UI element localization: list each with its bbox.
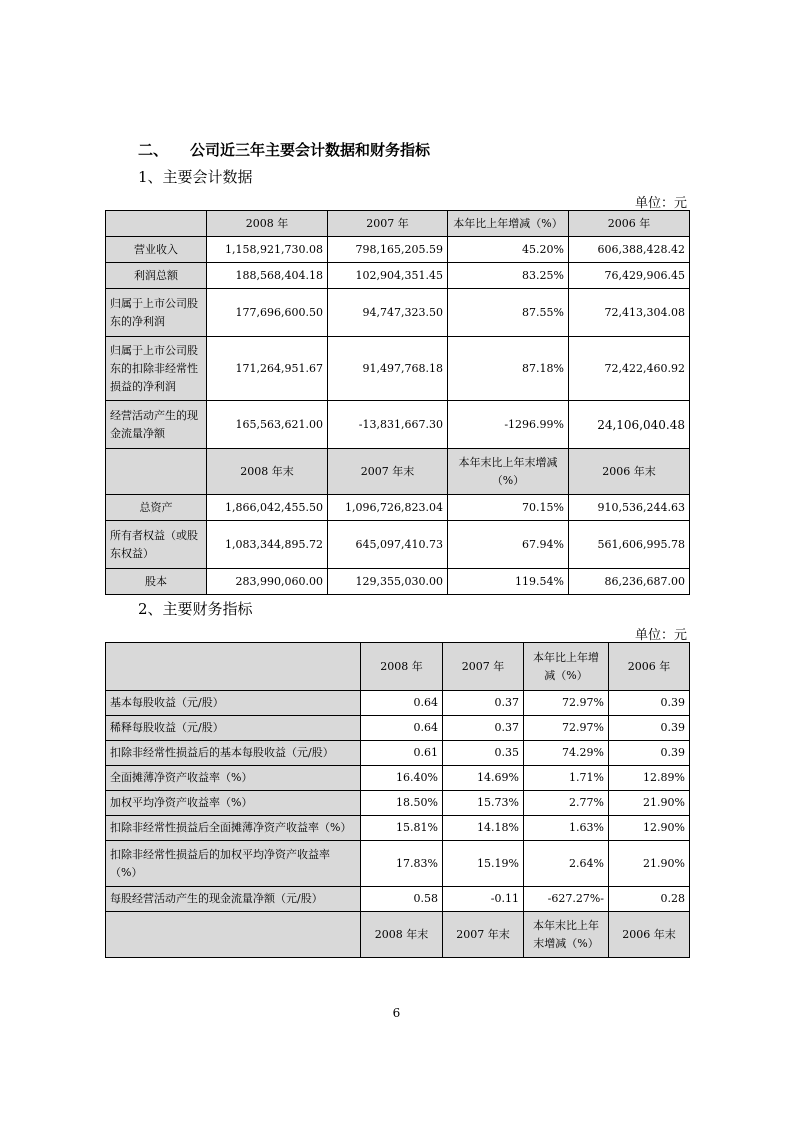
cell-2008: 177,696,600.50	[207, 289, 328, 337]
cell-change: 87.55%	[448, 289, 569, 337]
table-header-row	[106, 912, 690, 958]
cell-2006: 12.90%	[609, 816, 690, 841]
cell-2006: 606,388,428.42	[569, 237, 690, 263]
accounting-data-title: 1、主要会计数据	[138, 168, 253, 186]
table-row	[106, 289, 690, 337]
section-title: 公司近三年主要会计数据和财务指标	[190, 141, 431, 159]
row-label: 归属于上市公司股东的扣除非经常性损益的净利润	[106, 337, 207, 401]
table-row	[106, 337, 690, 401]
header-cell: 2007 年	[328, 211, 448, 237]
header-cell: 2007 年末	[328, 449, 448, 495]
cell-2008: 0.58	[361, 887, 443, 912]
cell-2007: 14.69%	[443, 766, 524, 791]
cell-2008: 0.64	[361, 716, 443, 741]
cell-2006: 76,429,906.45	[569, 263, 690, 289]
cell-2008: 16.40%	[361, 766, 443, 791]
accounting-unit-label: 单位：元	[634, 196, 687, 211]
cell-change: 74.29%	[524, 741, 609, 766]
cell-change: 1.71%	[524, 766, 609, 791]
row-label: 稀释每股收益（元/股）	[106, 716, 361, 741]
header-cell: 2008 年末	[207, 449, 328, 495]
cell-2007: 14.18%	[443, 816, 524, 841]
row-label: 归属于上市公司股东的净利润	[106, 289, 207, 337]
header-cell: 本年比上年增减（%）	[448, 211, 569, 237]
row-label: 扣除非经常性损益后全面摊薄净资产收益率（%）	[106, 816, 361, 841]
indicators-title: 2、主要财务指标	[138, 600, 253, 618]
cell-2006: 72,413,304.08	[569, 289, 690, 337]
cell-2008: 165,563,621.00	[207, 401, 328, 449]
table-row	[106, 569, 690, 595]
table-row	[106, 741, 690, 766]
cell-2006: 910,536,244.63	[569, 495, 690, 521]
cell-2006: 561,606,995.78	[569, 521, 690, 569]
table-header-row	[106, 449, 690, 495]
cell-2006: 86,236,687.00	[569, 569, 690, 595]
table-row	[106, 495, 690, 521]
cell-change: 1.63%	[524, 816, 609, 841]
cell-2006: 0.39	[609, 716, 690, 741]
table-row	[106, 263, 690, 289]
cell-2008: 17.83%	[361, 841, 443, 887]
table-row	[106, 791, 690, 816]
header-cell: 2006 年末	[609, 912, 690, 958]
row-label: 每股经营活动产生的现金流量净额（元/股）	[106, 887, 361, 912]
cell-2008: 171,264,951.67	[207, 337, 328, 401]
financial-indicators-table	[105, 642, 690, 958]
cell-2007: 798,165,205.59	[328, 237, 448, 263]
table-row	[106, 841, 690, 887]
header-cell: 本年比上年增减（%）	[524, 643, 609, 691]
cell-change: -627.27%-	[524, 887, 609, 912]
row-label: 加权平均净资产收益率（%）	[106, 791, 361, 816]
header-cell: 2007 年	[443, 643, 524, 691]
cell-2007: 102,904,351.45	[328, 263, 448, 289]
header-corner-cell	[106, 211, 207, 237]
table-header-row	[106, 211, 690, 237]
section-heading	[138, 139, 430, 160]
header-cell: 本年末比上年末增减（%）	[524, 912, 609, 958]
cell-2008: 15.81%	[361, 816, 443, 841]
row-label: 所有者权益（或股东权益）	[106, 521, 207, 569]
cell-2006: 0.28	[609, 887, 690, 912]
cell-change: 2.64%	[524, 841, 609, 887]
cell-2007: 1,096,726,823.04	[328, 495, 448, 521]
row-label: 全面摊薄净资产收益率（%）	[106, 766, 361, 791]
row-label: 总资产	[106, 495, 207, 521]
cell-change: 2.77%	[524, 791, 609, 816]
cell-2008: 18.50%	[361, 791, 443, 816]
cell-change: 119.54%	[448, 569, 569, 595]
cell-2008: 0.64	[361, 691, 443, 716]
cell-2007: -13,831,667.30	[328, 401, 448, 449]
table-row	[106, 521, 690, 569]
cell-change: 72.97%	[524, 716, 609, 741]
cell-change: -1296.99%	[448, 401, 569, 449]
cell-2007: 0.37	[443, 716, 524, 741]
cell-change: 87.18%	[448, 337, 569, 401]
cell-change: 67.94%	[448, 521, 569, 569]
header-cell: 2006 年末	[569, 449, 690, 495]
table-row	[106, 816, 690, 841]
cell-change: 45.20%	[448, 237, 569, 263]
cell-2007: 15.73%	[443, 791, 524, 816]
header-cell: 2006 年	[609, 643, 690, 691]
header-corner-cell	[106, 643, 361, 691]
cell-2006: 0.39	[609, 741, 690, 766]
row-label: 股本	[106, 569, 207, 595]
cell-2006: 12.89%	[609, 766, 690, 791]
page-number: 6	[392, 1006, 401, 1020]
cell-2007: 91,497,768.18	[328, 337, 448, 401]
header-cell: 2006 年	[569, 211, 690, 237]
section-number: 二、	[138, 141, 169, 159]
cell-change: 70.15%	[448, 495, 569, 521]
cell-2006: 21.90%	[609, 791, 690, 816]
header-cell: 2008 年	[361, 643, 443, 691]
header-cell: 2008 年	[207, 211, 328, 237]
row-label: 扣除非经常性损益后的基本每股收益（元/股）	[106, 741, 361, 766]
indicators-unit-label: 单位：元	[634, 628, 687, 643]
cell-2007: 15.19%	[443, 841, 524, 887]
row-label: 扣除非经常性损益后的加权平均净资产收益率（%）	[106, 841, 361, 887]
row-label: 营业收入	[106, 237, 207, 263]
cell-2007: 0.35	[443, 741, 524, 766]
table-row	[106, 237, 690, 263]
header-cell: 本年末比上年末增减（%）	[448, 449, 569, 495]
table-row	[106, 691, 690, 716]
row-label: 经营活动产生的现金流量净额	[106, 401, 207, 449]
header-corner-cell	[106, 912, 361, 958]
table-row	[106, 401, 690, 449]
table-row	[106, 887, 690, 912]
cell-2006: 24,106,040.48	[569, 401, 690, 449]
cell-2008: 1,866,042,455.50	[207, 495, 328, 521]
cell-2008: 1,158,921,730.08	[207, 237, 328, 263]
cell-2008: 0.61	[361, 741, 443, 766]
cell-change: 83.25%	[448, 263, 569, 289]
cell-2008: 283,990,060.00	[207, 569, 328, 595]
header-cell: 2008 年末	[361, 912, 443, 958]
cell-2007: 0.37	[443, 691, 524, 716]
cell-2006: 72,422,460.92	[569, 337, 690, 401]
cell-2007: -0.11	[443, 887, 524, 912]
table-row	[106, 766, 690, 791]
cell-2007: 645,097,410.73	[328, 521, 448, 569]
accounting-data-table	[105, 210, 690, 595]
cell-2008: 188,568,404.18	[207, 263, 328, 289]
table-row	[106, 716, 690, 741]
cell-2008: 1,083,344,895.72	[207, 521, 328, 569]
header-corner-cell	[106, 449, 207, 495]
cell-2006: 21.90%	[609, 841, 690, 887]
cell-2007: 129,355,030.00	[328, 569, 448, 595]
table-header-row	[106, 643, 690, 691]
cell-2006: 0.39	[609, 691, 690, 716]
cell-2007: 94,747,323.50	[328, 289, 448, 337]
header-cell: 2007 年末	[443, 912, 524, 958]
row-label: 基本每股收益（元/股）	[106, 691, 361, 716]
row-label: 利润总额	[106, 263, 207, 289]
cell-change: 72.97%	[524, 691, 609, 716]
